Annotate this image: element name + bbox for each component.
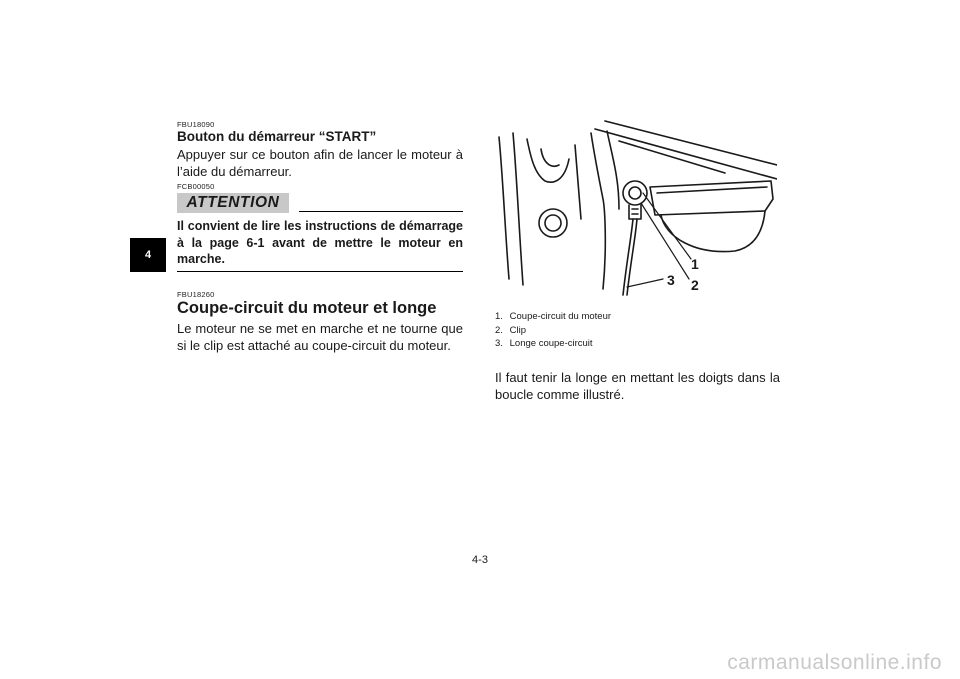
page-number: 4-3 — [472, 554, 488, 566]
engine-stop-switch-illustration — [495, 119, 777, 297]
right-column — [495, 310, 780, 403]
lanyard-paragraph: Il faut tenir la longe en mettant les doigts dans la boucle comme illustré. — [495, 369, 780, 402]
watermark: carmanualsonline.info — [727, 651, 942, 674]
caption-text: Clip — [509, 324, 527, 336]
attention-bottom-rule — [177, 271, 463, 272]
attention-text: Il convient de lire les instructions de démarrage à la page 6-1 avant de mettre le moteur en marche. — [177, 219, 463, 266]
callout-3: 3 — [667, 272, 675, 288]
section-code: FBU18090 — [177, 120, 215, 129]
caption-item — [495, 310, 780, 324]
caption-text: Coupe-circuit du moteur — [509, 311, 612, 322]
attention-label: ATTENTION — [177, 193, 289, 213]
figure-caption-list — [495, 310, 780, 351]
attention-header — [177, 193, 463, 213]
chapter-tab: 4 — [130, 238, 166, 272]
cutoff-paragraph: Le moteur ne se met en marche et ne tourne que si le clip est attaché au coupe-circuit du moteur. — [177, 320, 463, 353]
attention-code: FCB00050 — [177, 182, 215, 191]
callout-2: 2 — [691, 277, 699, 293]
attention-rule — [299, 211, 463, 212]
caption-text: Longe coupe-circuit — [509, 338, 593, 349]
start-button-paragraph: Appuyer sur ce bouton afin de lancer le moteur à l’aide du démarreur. — [177, 147, 463, 179]
caption-number: 3. — [495, 338, 503, 349]
left-column — [177, 120, 463, 354]
section-heading-cutoff: Coupe-circuit du moteur et longe — [177, 298, 437, 317]
section-code-cutoff: FBU18260 — [177, 289, 215, 299]
callout-1: 1 — [691, 256, 699, 272]
caption-number: 1. — [495, 311, 503, 322]
caption-item — [495, 337, 780, 351]
caption-item — [495, 324, 780, 338]
section-heading-start-button: Bouton du démarreur “START” — [177, 129, 377, 144]
caption-number: 2. — [495, 324, 503, 336]
